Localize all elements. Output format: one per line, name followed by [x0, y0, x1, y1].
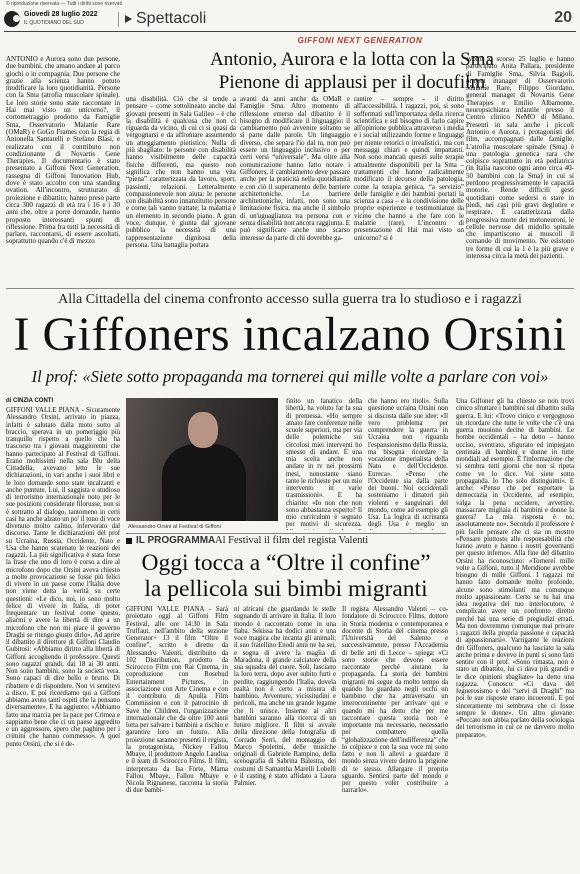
- program-label: IL PROGRAMMA: [136, 535, 216, 546]
- top-article-column-3: avanti da anni anche da OMaR e Famiglie Sma. Altro momento di riflessione emerso dal dibattito è il bisogno di modificare il linguaggio: il cambiamento può avvenire soltanto se si parte dalle parole. Un linguaggio diverso, che separa l'io dal tu, non può essere un linguaggio inclusivo o per certi versi “universale”. Ma oltre alla comunicazione hanno fatto notare i Giffoners, il cambiamento deve passare anche per la praticità nella quotidianità e con ciò il superamento delle barriere architettoniche. Le barriere architettoniche, infatti, non sono una limitazione fisica, ma anche il simbolo di un'uguaglianza tra persona con e senza disabilità non ancora raggiunta. E può significare anche uno scarso interesse da parte di chi dovrebbe ga-: [240, 96, 350, 242]
- photo-figure-body: [162, 444, 246, 521]
- top-article-column-2: una disabilità. Ciò che si tende a pensare – come sottolineato anche dai giovani presenti in Sala Galileo – è che la disabilità è qualcosa che non ci riguarda da vicino, di cui ci si quasi da vergognarsi e da affrontare assumendo un atteggiamento pietistico. Nulla di più sbagliato: le persone con disabilità hanno visibilmente delle capacità fisiche differenti, ma questo non significa che non hanno una vita “piena” caratterizzata da lavoro, sport, passioni, relazioni. Letteralmente compassionevole non aiuta: le persone con disabilità sono innanzitutto persone e come tali vanno trattate; la malattia è un elemento in secondo piano. A gran voce, dunque, è giunta dal giovane pubblico la necessità di una rappresentazione dignitosa della persona. Una battaglia portata: [126, 96, 236, 249]
- program-title-line1: Oggi tocca a “Oltre il confine”: [141, 550, 431, 576]
- main-article-column-1: GIFFONI VALLE PIANA - Sicuramente Alessandro Orsini, arrivato in piazza, infatti è salutato dalla moto sotto al braccio, sperava in un pomeriggio più tranquillo rispetto a quello che ha trascorso tra i giovani maggiorenni che hanno partecipato al Festival di Giffoni. Erano moltissimi nella sala Blu della Cittadella, avevano letto le sue dichiarazioni, in vari anche i suoi libri e le loro domande sono state incalzanti e anche puntute. Lui, il saggista e studioso di terrorismo internazionale noto per le sue posizioni considerate filorusse, non si è sottratto al dialogo, tantomeno in certi casi ha anche alzato un po' il tono di voce divenuto molto calmo, infervorato dal discorso. Tante le dichiarazioni del prof su Ucraina, Russia, Occidente, Nato e Usa che hanno scatenato le reazioni dei ragazzi. La più significativa è stata forse la frase che uno di loro è corso a dire al microfono dopo che Orsini aveva chiesto a molte provocazione se fosse più felici di vivere in un paese come l'Italia dove non viene detta la verità su certe questioni: «Le dico, noi, io sono molto felice di vivere in Italia, di poter frequentare un festival come questo, aliarmi e avere la libertà di dire a un microfono che non mi piace il governo Draghi se ritengo giusto dirlo». Ad aprire il dibattito il direttore di Giffoni Claudio Gubitosi: «Abbiamo diritto alla libertà di Giffoni accogliendo il professore. Questi sono ragazzi grandi, dai 18 ai 30 anni. Non sono bambini, sono la società vera. Sono capaci di dire bello e brutto. Di ribattere e di rispondere. Non vi sentitevi a disco. E poi ricordiamo qui a Giffoni abbiamo avuto tanti ospiti che la pensano diversamente». E ha aggiunto: «Abbiamo fatto una marcia per la pace per Crimea e sappiamo bene che ci un paese aggredito e un aggressore, spero che paghino per i crimini che hanno commesso». A quel punto Orsini, che si è de-: [6, 407, 120, 748]
- top-article-title-line2: Pienone di applausi per il docufilm: [218, 72, 486, 93]
- photo-figure-head: [188, 412, 218, 448]
- program-column-2: ni africani che guardando le stelle sognando di arrivare in Italia. Il loro mondo è raccontato come in una fiaba. Sekissa ha dodici anni e una voce magica che incanta gli animali; il suo fratellino Enodi anni ne ha sei, e sogna di avere la maglia di Maradona, il grande calciatore della sua squadra del cuore. Soli, lasciano la loro terra, dopo aver subito furti e perdite, raggiungendo l'Italia, dovela realtà non è certo a misura di bambino. Avventure, vicissitudini e pericoli, ma anche un grande legame che li unisce. Insieme ai altri bambini saranno alla ricerca di un futuro migliore. Il film si avvale della direzione della fotografia di Corrado Serri, del montaggio di Marco Spoletini, delle musiche originali di Gabriele Rampino, della scenografia di Sabrina Balestra, dei costumi di Samantha Marelli Lobelli e il casting è stato affidato a Laura Palmier.: [234, 606, 336, 787]
- main-article-column-4: Una Giffoner gli ha chiesto se non trovi cinico sfruttare i bambini sul dibattito sulla guerra. E lui: «Trovo cinico e vergognoso un ricordare che tutte le volte che c'è una guerra muoiono decine di bambini. Le bombe occidentali – ha detto – hanno ucciso, sventrato, sfigurato ed impiegato centinaia di bambini e donne in tutte mondiali ad esempio. È l'informazione che vi sembra tutti giorni che non si ripeta come ve lo dice. Voi siete sotto propaganda. Io Tho solo distinguimi». E anche: «Penso che per esportare la democrazia in Occidente, ad esempio, valga la pena uccidere, avvertire, massacrare migliaia di bambini e donne la guerra? La mia risposta è no, assolutamente no». Secondo il professore è più facile pensare che ci sia un mostro «Pensare piuttosto alle responsabilità che hanno avuto e hanno i nostri governanti per questo inferno». Alla fine del dibattito Orsini ha riconosciuto: «Tornerei mille volte a Giffoni, tutto il Meridione avrebbe bisogno di mille Giffoni. I ragazzi mi hanno fatto domande molto profonde, alcune sono stimolanti ma comunque molto appassionate. Certo se tu hai una idea negativa del tuo interlocutore, è complicato avere un confronto diretto perché hai una serie di pregiudizi erratì. Ma non dovremmo comunque mai privare i ragazzi della propria passione e capacità di appassionarsi». Varrigante le reazioni dei Giffoners, qualcuno ha lasciato la sala anche prima e dovevo in punti si sono fatti sentire con il prof. «Sono rimasta, non è stato un dibattito, lui ci dava più grandi e le dice opinioni sbagliate» ha detto una ragazza. Conosco: «Ci dava del feguerosismo e dei “servi di Draghi” ma poi le sue risposte erano incoerenti. E poi sinceramente mi sembrava che ci fosse sempre le donne». Un altro giovane: «Peccato non abbia parlato della sociologia del terrorismo in cui ce ne davvero molto preparato».: [456, 398, 574, 739]
- top-article-column-5: svolto lo scorso 25 luglio e hanno partecipato Anita Pallara, presidente di Famiglie Sma, Silvia Bagioli, project manager di Osservatorio Malattie Rare, Filippo Giordano, general manager di Novartis Gene Therapies e Emilio Albamonte, neuropsichiatra infantile presso il Centro clinico NeMO di Milano. Presenti in sala anche i piccoli Antonio e Aurora, i protagonisti del film, accompagnati dalle famiglie. L'atrofia muscolare spinale (Sma) è una patologia genetica rara che colpisce soprattutto in età pediatrica (in Italia nascono ogni anno circa 40-50 bambini con la Sma) in cui si perdono progressivamente le capacità motorie. Rende difficili gesti quotidiani come sedersi o stare in piedi, nei casi più gravi deglutire e respirare. È caratterizzata dalla progressiva morte dei motoneuroni, le cellule nervose del midollo spinale che impartiscono ai muscoli il comando di movimento. Ne esistono tre forme di cui la 1 è la più grave e interessa circa la metà dei pazienti.: [466, 56, 574, 261]
- program-column-3: Il regista Alessandro Valenti – co-fondatore di Sciroccco Films, dottore in Storia moderna e contemporanea e docente di Storia del cinema presso l'Università del Salento e successivamente, presso l'Accademia di belle arti di Lecce – spiega: «Ci sono storie che devono essere raccontate perché aiutano la propaganda. La storia dei bambini migranti mi segue da molto tempo da quando ho guardato negli occhi un bambino che ha attraversato un interocontinente per arrivare qui e quando mi ha detto che per me raccontare questa storia non è importante ma necessario, necessario per combattere quella “globalizzazione dell'indifferenza” che lo colpisce e con la sua voce mi sono fatto e non li allevi a guardare il mondo senza vivere dentro la prigione di te stesso. Allargare il proprio sguardo. Sentirsi parte del mondo e per questo voler contribuire a narrarlo».: [342, 606, 448, 795]
- header-rule: [4, 31, 576, 32]
- section-title: Spettacoli: [136, 10, 207, 27]
- newspaper-name: IL QUOTIDIANO DEL SUD: [24, 20, 84, 26]
- main-article-column-3: che hanno ero titoli». Sulla questione ucraina Orsini non si discosta dalle sue idee: «Il vero problema per comprendere la guerra in Ucraina non riguarda l'espansionismo della Russia, ma bisogna ricordare la vocazione imperialista della Nato e dell'Occidente. Eureca». «Penso che l'Occidente sia dalla parte dei buoni. Noi occidentali sosteniamo i dittatori più violenti e sanguinari del mondo, come ad esempio gli Usa. La logica di ucrinanta degli Usa è meglio un: [368, 398, 448, 529]
- main-article-subtitle: Il prof: «Siete sotto propaganda ma tornerei qui mille volte a parlare con voi»: [31, 367, 549, 386]
- issue-date: Giovedì 28 luglio 2022: [24, 11, 98, 18]
- top-article-kicker: GIFFONI NEXT GENERATION: [297, 36, 423, 45]
- top-article-column-4: rantire – sempre – il diritto all'accessibilità. I ragazzi, poi, si sono soffermati sull'importanza della ricerca scientifica e sul bisogno di farlo capire all'opinione pubblica attraverso i media e i social utilizzando forme e linguaggi per niente retorici o irrealistici, ma con messaggi chiari e quindi impattanti. Non sono mancati quesiti sulle terapie attualmente disponibili per la Sma – trattamenti che hanno radicalmente modificato il decorso della patologia, come la terapia genica, “a servizio” delle famiglie e dei bambini portati la scienza a casa – e la condivisione delle proprie esperienze e testimonianze da vicino che hanno a che fare con le malattie (rare). L'incontro di presentazione di Hai mai visto un unicorno? si è: [354, 96, 464, 242]
- byline: di CINZIA CONTI: [6, 398, 54, 404]
- newspaper-logo-icon: [4, 11, 20, 27]
- top-note: © riproduzione riservata — Tutti i diritti sono riservati: [6, 1, 122, 7]
- header-divider: [118, 12, 119, 27]
- program-kicker: Al Festival il film del regista Valenti: [215, 535, 369, 546]
- program-title: [126, 550, 446, 602]
- program-marker-icon: [126, 538, 132, 544]
- program-rule: [126, 533, 446, 534]
- main-article-column-2: finito un fanatico della libertà, ha voluto far la sua di premessa. «Ho sempre amato fare conferenze nelle scuole superiori, ma per via delle polemiche sui circolosi miei interventi ho smesso di andare. È una mia scelta anche non andare in tv nei prossimi mesi, nonostante siano tante le richieste per un mio intervento in varie trasmissioni». E ha chiarito: «Io non che non sono abbastanza esperto? Il mio curriculum è segnato per motivi di sicurezza.: [286, 398, 362, 529]
- top-article-title-line1: Antonio, Aurora e la lotta con la Sma: [210, 49, 494, 70]
- main-article-kicker: Alla Cittadella del cinema confronto accesso sulla guerra tra lo studioso e i ragazzi: [58, 292, 522, 307]
- main-article-title: I Giffoners incalzano Orsini: [13, 308, 567, 361]
- program-title-line2: la pellicola sui bimbi migranti: [144, 576, 428, 602]
- photo-caption: Alessandro Orsini al Festival di Giffoni: [128, 524, 221, 530]
- program-column-1: GIFFONI VALLE PIANA - Sarà proiettato oggi al Giffoni Film Festival, alle ore 14:30 in Sala Truffaut, nell'ambito della sezione Generator+ 13 il film “Oltre il confine”, scritto e diretto da Alessandro Valenti, distribuito da 102 Distribution, prodotto da Sciroccco Film con Rai Cinema, in coproduzione con Rosebud Entertainment Pictures, in associazione con Arte Cinema e con il contributo di Apulia Film Commission e con il patrocinio di Save the Children, l'organizzazione internazionale che da oltre 100 anni lotta per salvare i bambini a rischio e garantire loro un futuro. Alla proiezione saranno presenti il regista, la protagonista, Nickey Fallou Mbaye, il produttore Angelo Laudisa e il team di Sciroccco Films. Il film, interpretato da Isa Forte, Mama Fallou Mbaye, Fallou Mbaye e Nicola Rignanese, racconta la storia di due bambi-: [126, 606, 228, 795]
- orsini-photo: [126, 398, 278, 521]
- page-number: 20: [554, 9, 572, 26]
- article-divider: [6, 288, 574, 289]
- page-header: [0, 9, 580, 31]
- section-arrow-icon: [125, 15, 132, 23]
- top-article-column-1: ANTONIO e Aurora sono due persone, due bambini, che amano andare al parco giochi o in compagnia. Due persone che grazie alla scienza hanno potuto modificare la loro quotidianità. Persone con la Sma (atrofia muscolare spinale). Le loro storie sono state raccontate in Hai mai visto un unicorno?, il cortometraggio prodotto da Famiglie Sma, Osservatorio Malattie Rare (OMaR) e GoGo Frames con la regia di Antonella Santarelli e Stefano Blasi, e realizzato con il contributo non condizionante di Novartis Gene Therapies. Il documentario è stato presentato a Giffoni Next Generation, rassegna di Giffoni Innovation Hub, dove è stato accolto con una standing ovation. All'incontro, strutturato di proiezione e dibattito, hanno preso parte circa 300 ragazzi di età tra i 16 e i 30 anni che, oltre a porre domande, hanno proposto interessanti spunti di riflessione. Prima fra tutti la necessità di parlare, raccontarsi, di essere ascoltati, soprattutto quando c'è di mezzo: [6, 56, 120, 246]
